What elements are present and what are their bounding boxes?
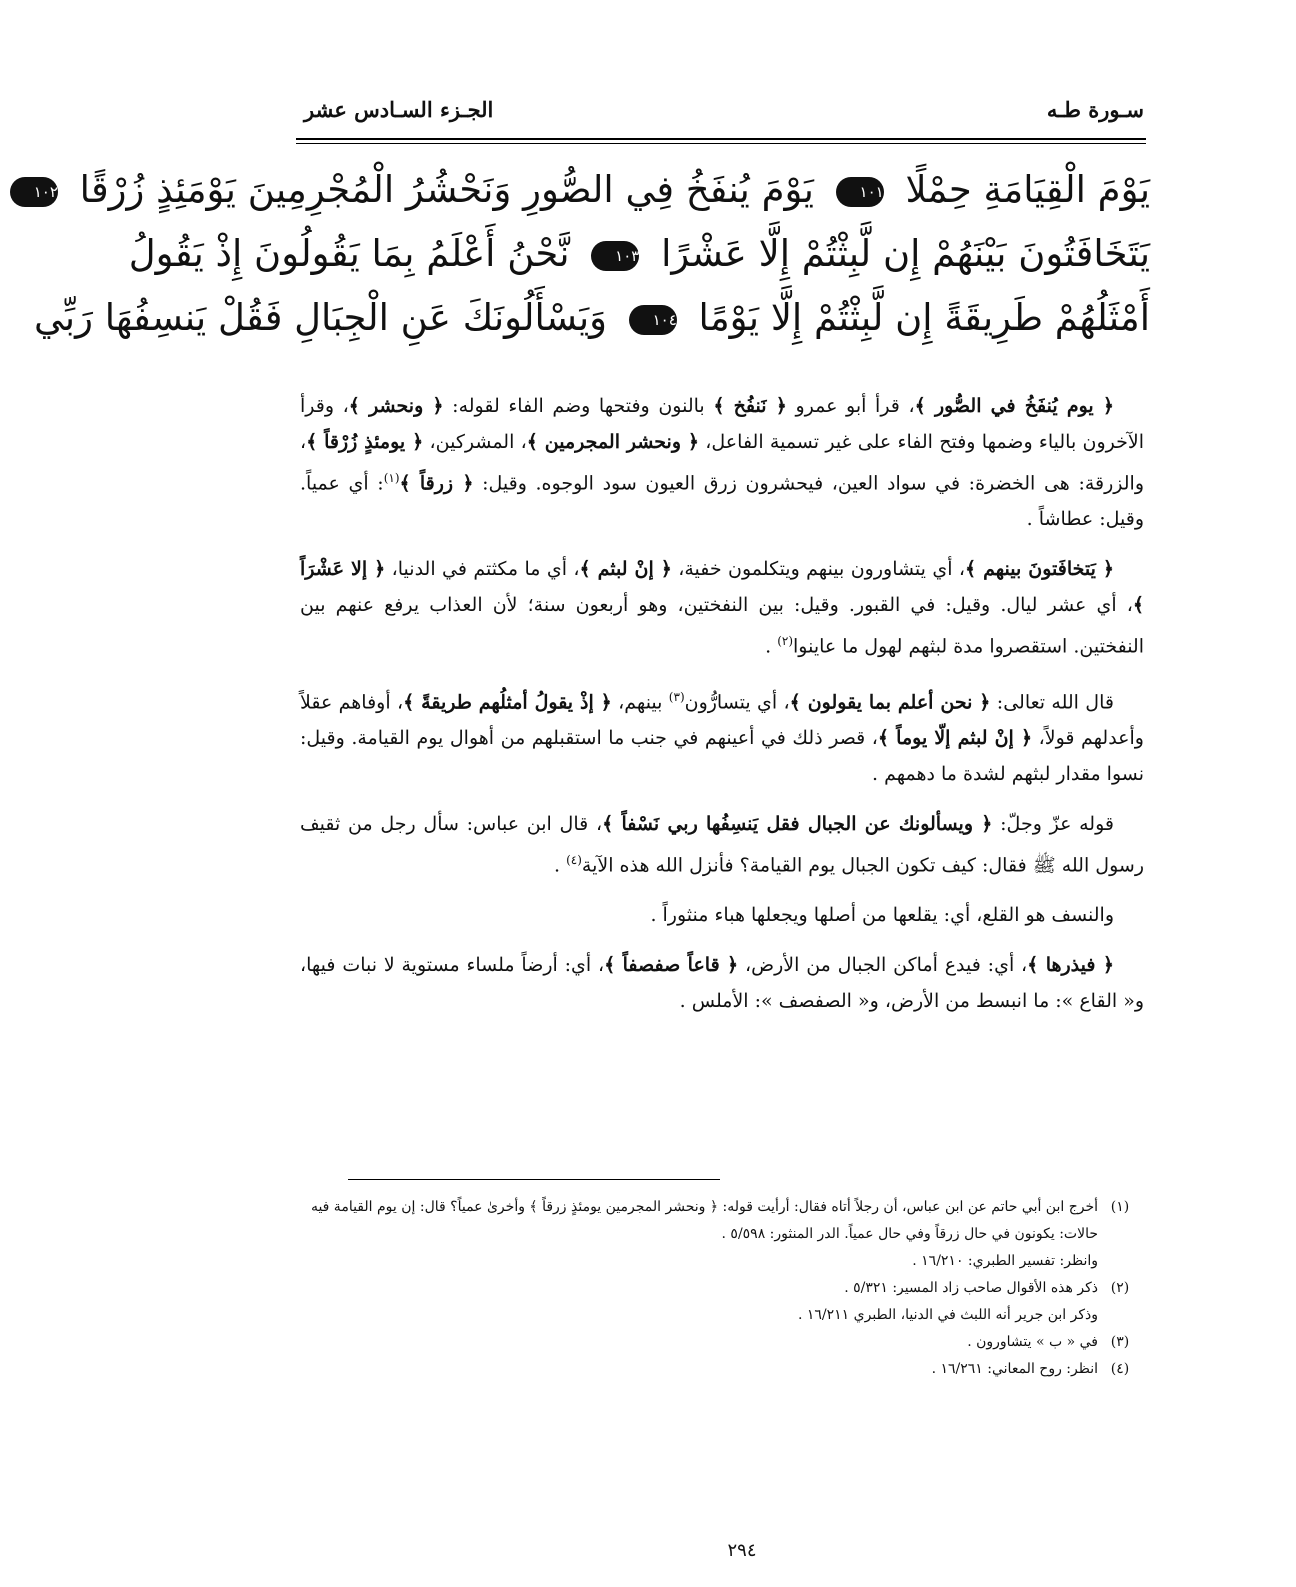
- surah-title: سـورة طـه: [1046, 96, 1144, 122]
- commentary-paragraph: [300, 388, 1144, 537]
- quran-verse-text: يَوْمَ الْقِيَامَةِ حِمْلًا: [905, 168, 1150, 211]
- quoted-verse: ﴿ زرقاً ﴾: [399, 472, 474, 495]
- footnote-item: [300, 1302, 1142, 1329]
- footnote-item: [300, 1356, 1142, 1383]
- quoted-verse: ﴿ يَتخافَتونَ بينهم ﴾: [965, 558, 1115, 581]
- commentary-paragraph: [300, 897, 1144, 933]
- commentary-text: ، قرأ أبو عمرو: [786, 395, 915, 417]
- commentary-paragraph: [300, 679, 1144, 792]
- footnote-item: [300, 1194, 1142, 1248]
- quran-line: [128, 222, 1150, 286]
- footnote-reference: (٤): [566, 852, 582, 867]
- running-header: [304, 92, 1144, 126]
- juz-title: الجـزء السـادس عشر: [304, 96, 494, 122]
- quran-line: [33, 158, 1150, 222]
- footnote-item: [300, 1329, 1142, 1356]
- commentary-text: بالنون وفتحها وضم الفاء لقوله:: [443, 395, 714, 417]
- commentary-text: ، قصر ذلك في أعينهم في جنب ما استقبلهم من أهوال يوم القيامة. وقيل: نسوا مقدار لبثهم لشدة ما دهمهم .: [300, 726, 1144, 785]
- commentary-text: ، والزرقة: هى الخضرة: في سواد العين، فيحشرون زرق العيون سود الوجوه. وقيل:: [300, 431, 1145, 495]
- commentary-paragraph: [300, 551, 1144, 664]
- commentary-text: بينهم،: [611, 690, 669, 713]
- footnote-number: (٣): [1110, 1334, 1130, 1350]
- commentary-text: قوله عزّ وجلّ:: [992, 812, 1114, 835]
- quoted-verse: ﴿ إنْ لبثم إلّا يوماً ﴾: [877, 726, 1033, 749]
- commentary-text: ، أي يتشاورون بينهم ويتكلمون خفية،: [671, 558, 966, 581]
- commentary-text: .: [554, 854, 567, 877]
- quoted-verse: ﴿ يومئذٍ زُرْقاً ﴾: [306, 431, 424, 453]
- footnote-text: وانظر: تفسير الطبري: ١٦/٢١٠ .: [912, 1253, 1098, 1269]
- commentary-text: قال الله تعالى:: [990, 690, 1114, 713]
- page-number: ٢٩٤: [727, 1540, 757, 1561]
- quran-verse-text: يَوْمَ يُنفَخُ فِي الصُّورِ وَنَحْشُرُ الْمُجْرِمِينَ يَوْمَئِذٍ زُرْقًا: [79, 168, 814, 211]
- ayah-number-marker: ١٠٤: [629, 305, 677, 335]
- commentary-paragraph: [300, 806, 1144, 883]
- footnote-text: انظر: روح المعاني: ١٦/٢٦١ .: [931, 1361, 1098, 1377]
- quoted-verse: ﴿ إذْ يقولُ أمثلُهم طريقةً ﴾: [403, 690, 612, 713]
- footnote-item: [300, 1248, 1142, 1275]
- quoted-verse: ﴿ ويسألونك عن الجبال فقل يَنسِفُها ربي نَسْفاً ﴾: [602, 812, 993, 835]
- commentary-block: [300, 388, 1144, 1033]
- footnote-text: أخرج ابن أبي حاتم عن ابن عباس، أن رجلاً أتاه فقال: أرأيت قوله: ﴿ ونحشر المجرمين يومئذٍ زرقاً ﴾ وأخرىٰ عمياً؟ قال: إن يوم القيامة فيه حالات: يكونون في حال زرقاً وفي حال عمياً. الدر المنثور: ٥/٥٩٨ .: [310, 1199, 1098, 1242]
- footnote-number: (٢): [1110, 1280, 1130, 1296]
- ayah-number-marker: ١٠١: [836, 177, 884, 207]
- quoted-verse: ﴿ إلا عَشْرَاً ﴾: [300, 558, 1144, 617]
- footnote-item: [300, 1275, 1142, 1302]
- commentary-text: ، أوفاهم عقلاً وأعدلهم قولاً،: [300, 690, 1144, 749]
- commentary-text: ، أي: فيدع أماكن الجبال من الأرض،: [738, 954, 1028, 977]
- footnote-text: ذكر هذه الأقوال صاحب زاد المسير: ٥/٣٢١ .: [844, 1280, 1098, 1296]
- quran-verse-text: وَيَسْأَلُونَكَ عَنِ الْجِبَالِ فَقُلْ يَنسِفُهَا رَبِّي: [33, 296, 608, 339]
- footnote-number: [1098, 1302, 1142, 1329]
- commentary-text: والنسف هو القلع، أي: يقلعها من أصلها ويجعلها هباء منثوراً .: [650, 904, 1114, 927]
- quoted-verse: ﴿ إنْ لبثم ﴾: [579, 558, 672, 581]
- footnote-text: في « ب » يتشاورون .: [967, 1334, 1098, 1350]
- ayah-number-marker: ١٠٣: [591, 241, 639, 271]
- commentary-text: : أي عمياً. وقيل: عطاشاً .: [300, 472, 1144, 531]
- footnote-reference: (٢): [777, 634, 794, 649]
- commentary-text: ، أي: أرضاً ملساء مستوية لا نبات فيها، و« القاع »: ما انبسط من الأرض، و« الصفصف »: الأملس .: [300, 954, 1144, 1013]
- ayah-number-marker: ١٠٢: [10, 177, 58, 207]
- footnote-number: (٤): [1110, 1361, 1130, 1377]
- footnote-number: (١): [1110, 1199, 1130, 1215]
- commentary-text: ، المشركين،: [423, 431, 527, 453]
- quoted-verse: ﴿ نحن أعلم بما يقولون ﴾: [789, 690, 991, 713]
- header-rule: [296, 138, 1146, 144]
- commentary-text: ، أي ما مكثتم في الدنيا،: [385, 558, 580, 581]
- quran-line: [33, 286, 1150, 350]
- quran-verse-text: يَتَخَافَتُونَ بَيْنَهُمْ إِن لَّبِثْتُمْ إِلَّا عَشْرًا: [661, 232, 1150, 275]
- footnote-rule: [348, 1179, 720, 1180]
- quoted-verse: ﴿ فيذرها ﴾: [1027, 954, 1114, 977]
- quoted-verse: ﴿ قاعاً صفصفاً ﴾: [604, 954, 739, 977]
- footnote-number: [1098, 1248, 1142, 1275]
- quran-text-block: [33, 158, 1150, 350]
- footnote-text: وذكر ابن جرير أنه اللبث في الدنيا، الطبري ١٦/٢١١ .: [797, 1307, 1098, 1323]
- quoted-verse: ﴿ نَنفُخ ﴾: [713, 395, 787, 417]
- quran-verse-text: أَمْثَلُهُمْ طَرِيقَةً إِن لَّبِثْتُمْ إِلَّا يَوْمًا: [698, 296, 1150, 339]
- commentary-text: ، قال ابن عباس: سأل رجل من ثقيف رسول الله ﷺ فقال: كيف تكون الجبال يوم القيامة؟ فأنزل الله هذه الآية: [300, 812, 1144, 877]
- quran-verse-text: نَّحْنُ أَعْلَمُ بِمَا يَقُولُونَ إِذْ يَقُولُ: [128, 232, 570, 275]
- commentary-text: ، وقرأ الآخرون بالياء وضمها وفتح الفاء على غير تسمية الفاعل،: [300, 395, 1144, 453]
- footnotes-block: [300, 1194, 1142, 1383]
- commentary-paragraph: [300, 947, 1144, 1019]
- commentary-text: ، أي عشر ليال. وقيل: في القبور. وقيل: بين النفختين، وهو أربعون سنة؛ لأن العذاب يرفع عنهم بين النفختين. استقصروا مدة لبثهم لهول ما عاينوا: [300, 594, 1144, 658]
- quoted-verse: ﴿ ونحشر المجرمين ﴾: [526, 431, 699, 453]
- quoted-verse: ﴿ يوم يُنفَخُ في الصُّور ﴾: [914, 395, 1115, 417]
- quoted-verse: ﴿ ونحشر ﴾: [348, 395, 444, 417]
- book-page: [33, 0, 1296, 1587]
- footnote-reference: (١): [383, 471, 400, 485]
- commentary-text: ، أي يتسارُّون: [684, 690, 790, 713]
- footnote-reference: (٣): [668, 689, 685, 704]
- commentary-text: .: [765, 635, 778, 658]
